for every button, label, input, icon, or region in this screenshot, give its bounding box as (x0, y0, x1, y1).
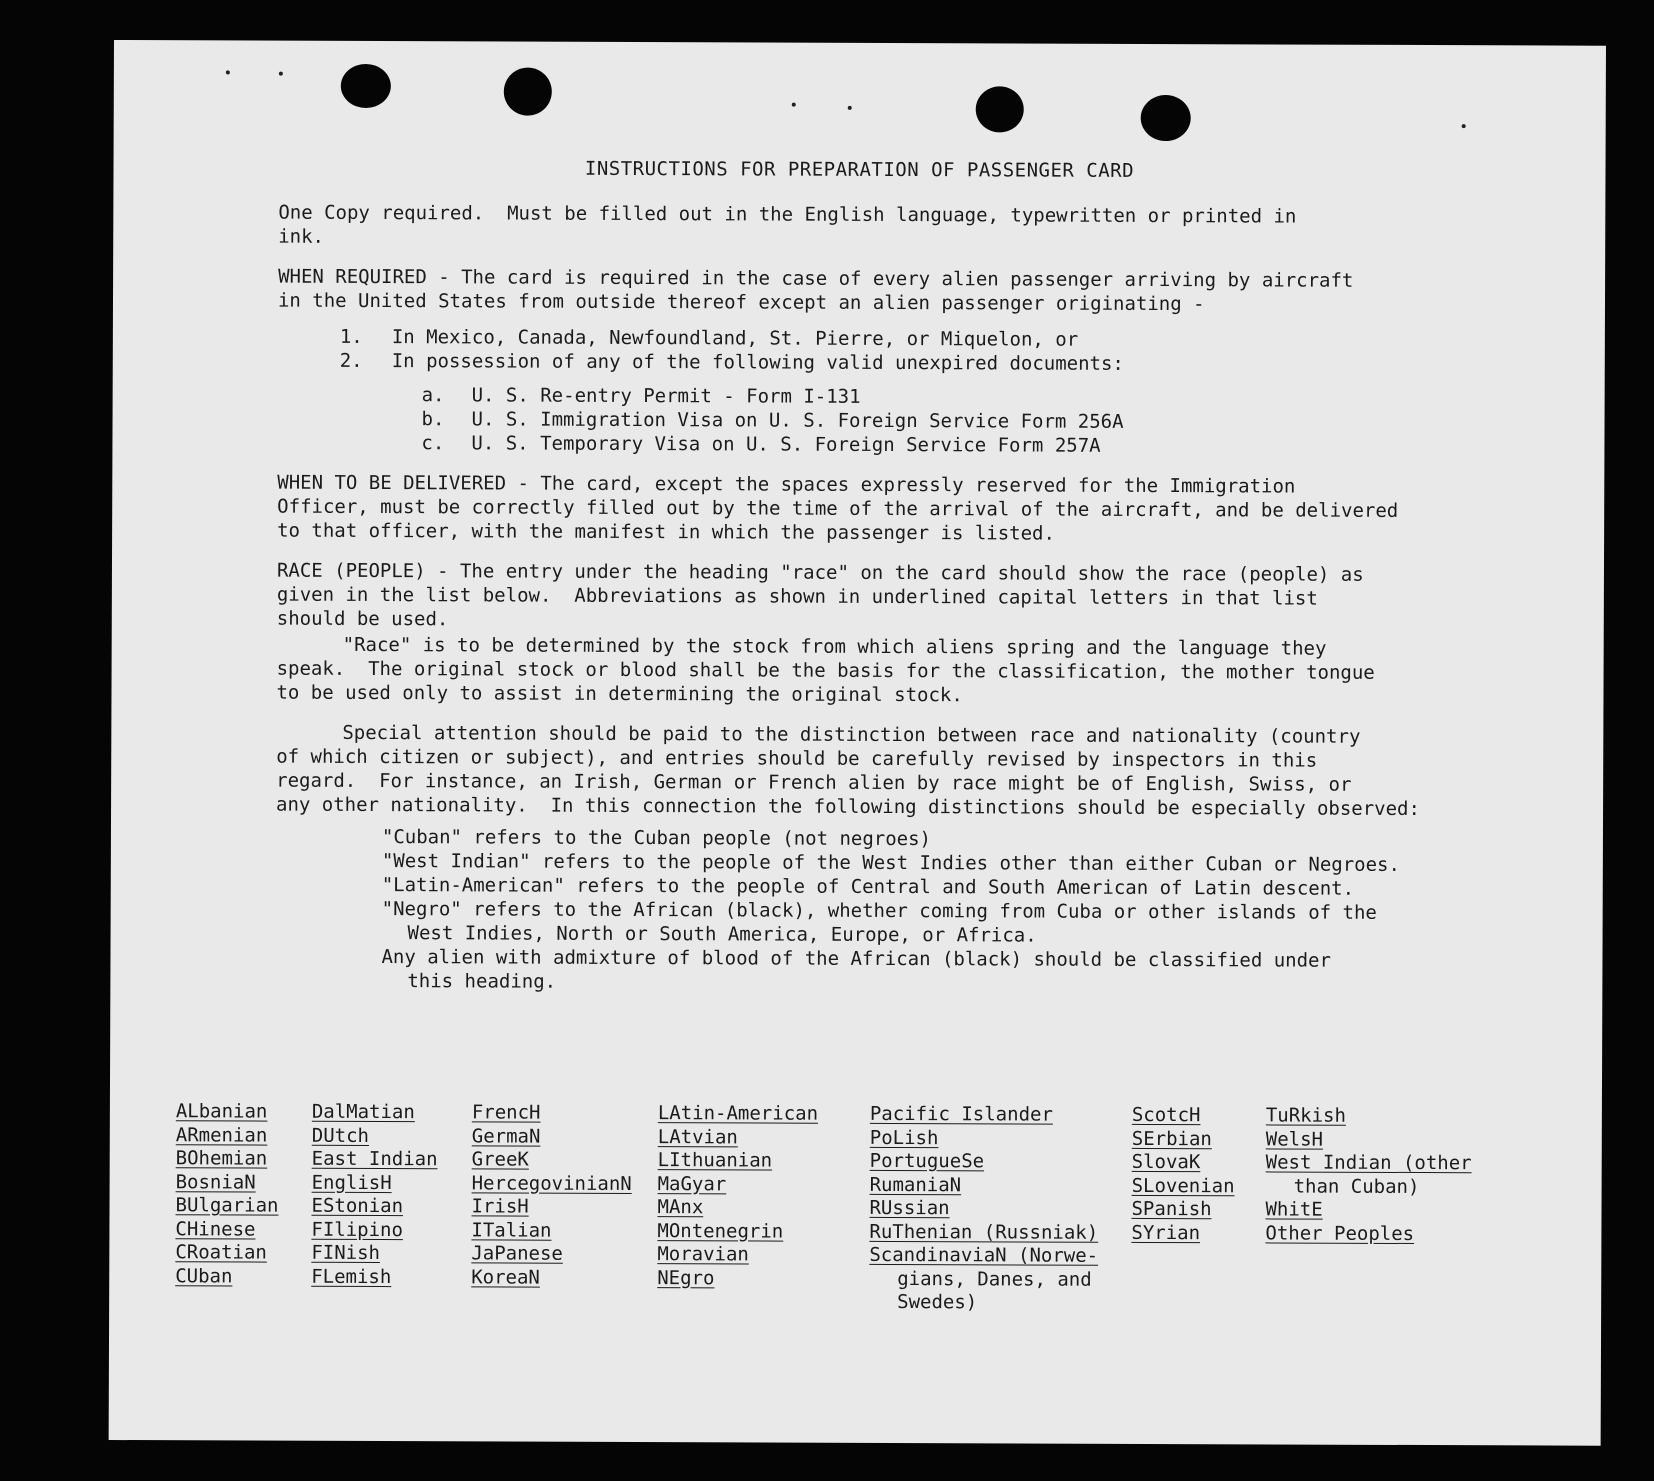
race-entry: MOntenegrin (657, 1219, 784, 1243)
list-item: "Negro" refers to the African (black), whether coming from Cuba or other islands of the West Indies, North or South America, Europe, or Africa. (381, 898, 1377, 947)
race-entry: FLemish (311, 1265, 392, 1288)
list-item: "Latin-American" refers to the people of Central and South American of Latin descent. (381, 874, 1355, 900)
when-required-paragraph: WHEN REQUIRED - The card is required in the case of every alien passenger arriving by aircraft in the United States from outside thereof except an alien passenger originating - (277, 265, 1354, 316)
document-title: INSTRUCTIONS FOR PREPARATION OF PASSENGER CARD (584, 157, 1135, 182)
race-entry: SLovenian (1131, 1174, 1235, 1197)
race-entry: GermaN (471, 1124, 541, 1148)
race-entry: PortugueSe (869, 1149, 985, 1173)
intro-paragraph: One Copy required. Must be filled out in the English language, typewritten or printed in ink. (278, 201, 1297, 248)
race-entry: ITalian (471, 1218, 552, 1242)
race-entry: BOhemian (175, 1147, 268, 1170)
race-column (311, 1101, 438, 1289)
punch-hole (341, 64, 391, 108)
race-entry: MaGyar (657, 1172, 727, 1195)
list-item: a. U. S. Re-entry Permit - Form I-131 (421, 384, 861, 408)
race-entry: CHinese (175, 1217, 256, 1241)
race-entry: SYrian (1131, 1221, 1201, 1244)
list-item: "West Indian" refers to the people of the West Indies other than either Cuban or Negroes. (381, 850, 1400, 876)
race-column (471, 1101, 632, 1290)
list-item: "Cuban" refers to the Cuban people (not negroes) (381, 826, 932, 851)
race-entry: WhitE (1265, 1198, 1323, 1221)
race-entry: LAtvian (657, 1125, 738, 1148)
exception-list (340, 325, 1568, 378)
race-entry: Moravian (657, 1243, 749, 1266)
punch-hole (504, 67, 552, 115)
when-delivered-paragraph: WHEN TO BE DELIVERED - The card, except the spaces expressly reserved for the Immigration Officer, must be correctly filled out by the time of the arrival of the aircraft, and be delivered to that officer, with the manifest in which the passenger is listed. (277, 471, 1399, 545)
race-entry: Pacific Islander (869, 1102, 1053, 1126)
race-column (657, 1102, 818, 1291)
race-column (175, 1100, 279, 1288)
race-entry: RumaniaN (869, 1173, 962, 1196)
special-attention-paragraph: Special attention should be paid to the distinction between race and nationality (country of which citizen or subject), and entries should be carefully revised by inspectors in this regard. For instance, an Irish, German or French alien by race might be of English, Swiss, or any other nationality. In this connection the following distinctions should be especially observed: (276, 721, 1421, 821)
document-page (109, 40, 1606, 1446)
race-entry: SPanish (1131, 1197, 1212, 1221)
race-entry: DalMatian (311, 1100, 415, 1124)
race-entry-continued: gians, Danes, and (897, 1267, 1092, 1291)
race-entry: BUlgarian (175, 1194, 279, 1217)
list-item: Any alien with admixture of blood of the African (black) should be classified under this heading. (381, 946, 1331, 993)
race-entry: LAtin-American (657, 1102, 819, 1125)
race-entry: HercegovinianN (471, 1171, 632, 1195)
race-entry: BosniaN (175, 1170, 256, 1194)
race-entry: TuRkish (1265, 1104, 1346, 1127)
speck (279, 72, 283, 76)
speck (792, 103, 796, 107)
speck (226, 70, 230, 74)
race-entry: MAnx (657, 1196, 704, 1219)
list-item: 2. In possession of any of the following valid unexpired documents: (339, 349, 1124, 375)
race-entry: FIlipino (311, 1218, 403, 1241)
race-entry: NEgro (657, 1266, 715, 1289)
race-entry: PoLish (869, 1126, 939, 1149)
race-entry: FrencH (471, 1101, 541, 1124)
document-list (421, 383, 1567, 459)
race-entry: Other Peoples (1265, 1221, 1415, 1245)
race-entry: SErbian (1131, 1127, 1212, 1150)
race-definition-paragraph: "Race" is to be determined by the stock from which aliens spring and the language they speak. The original stock or blood shall be the basis for the classification, the mother tongue to be used only to assist in determining the original stock. (276, 633, 1375, 707)
race-entry: IrisH (471, 1195, 529, 1218)
race-people-paragraph: RACE (PEOPLE) - The entry under the heading "race" on the card should show the race (people) as given in the list below. Abbreviations as shown in underlined capital letters in that list should be used. (276, 559, 1364, 631)
race-entry: CUban (175, 1264, 233, 1287)
race-entry: East Indian (311, 1147, 438, 1171)
race-entry: GreeK (471, 1148, 529, 1171)
race-entry: ScotcH (1131, 1103, 1201, 1127)
race-entry: EStonian (311, 1194, 404, 1218)
race-entry: LIthuanian (657, 1149, 773, 1172)
race-entry: DUtch (311, 1124, 370, 1147)
race-column (869, 1103, 1099, 1315)
race-entry: RUssian (869, 1196, 950, 1220)
race-entry-continued: Swedes) (897, 1291, 978, 1314)
race-entry: SlovaK (1131, 1150, 1201, 1174)
race-entry: West Indian (other (1265, 1151, 1472, 1175)
race-entry: WelsH (1265, 1127, 1324, 1151)
race-entry: ALbanian (175, 1100, 268, 1123)
distinctions-list (381, 825, 1566, 998)
race-entry: JaPanese (471, 1242, 563, 1265)
list-item: b. U. S. Immigration Visa on U. S. Foreign Service Form 256A (421, 408, 1124, 433)
race-entry-continued: than Cuban) (1293, 1175, 1420, 1198)
race-column (1131, 1104, 1234, 1245)
race-entry: RuThenian (Russniak) (869, 1220, 1099, 1244)
race-entry: EnglisH (311, 1171, 392, 1194)
instructions-body (275, 201, 1568, 998)
punch-hole (1141, 95, 1191, 141)
race-entry: KoreaN (471, 1265, 540, 1289)
speck (1462, 124, 1466, 128)
speck (848, 106, 852, 110)
list-item: 1. In Mexico, Canada, Newfoundland, St. Pierre, or Miquelon, or (339, 325, 1079, 351)
race-entry: CRoatian (175, 1241, 267, 1264)
punch-hole (976, 86, 1024, 132)
race-entry: FINish (311, 1241, 381, 1265)
race-column (1265, 1104, 1471, 1246)
race-entry: ScandinaviaN (Norwe- (869, 1243, 1099, 1267)
race-entry: ARmenian (175, 1123, 268, 1147)
list-item: c. U. S. Temporary Visa on U. S. Foreign Service Form 257A (421, 432, 1101, 457)
